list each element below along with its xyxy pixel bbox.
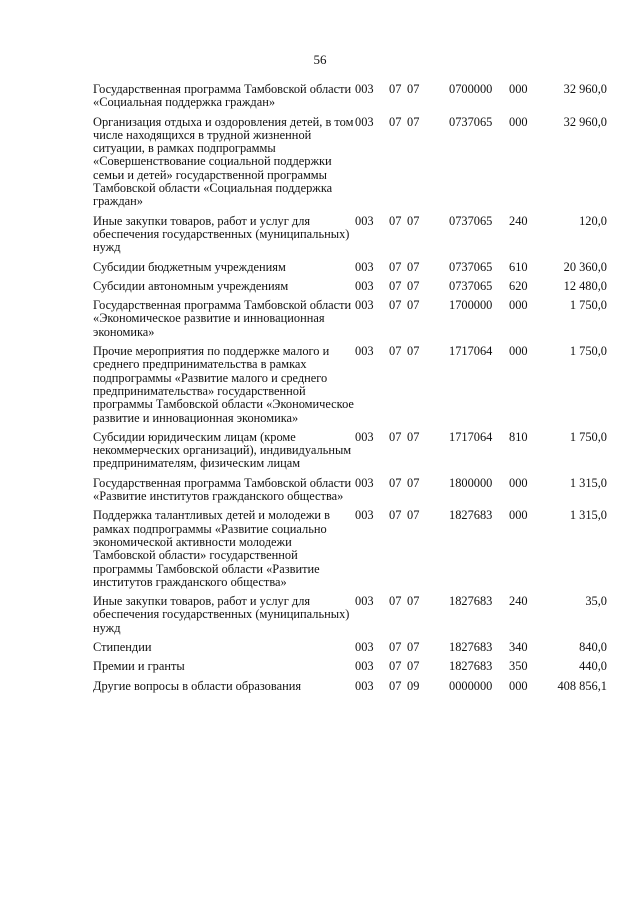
row-expense-type-code: 240 [509, 594, 528, 609]
row-ved-code: 003 [355, 508, 374, 523]
row-expense-type-code: 810 [509, 429, 528, 444]
row-section-code: 07 [389, 659, 402, 674]
row-ved-code: 003 [355, 213, 374, 228]
row-amount: 1 750,0 [569, 298, 607, 313]
row-description: Иные закупки товаров, работ и услуг для обеспечения государственных (муниципальных) нужд [93, 213, 350, 255]
row-description: Субсидии автономным учреждениям [93, 278, 289, 293]
row-expense-type-code: 000 [509, 82, 528, 96]
row-amount: 440,0 [579, 659, 607, 674]
row-ved-code: 003 [355, 678, 374, 693]
row-target-article-code: 0737065 [449, 259, 493, 274]
row-subsection-code: 07 [407, 213, 420, 228]
row-section-code: 07 [389, 429, 402, 444]
row-description: Прочие мероприятия по поддержке малого и среднего предпринимательства в рамках подпрограммы «Развитие малого и среднего предпринимательства» государственной программы Тамбовской области «Экономическое развитие и инновационная экономика» [93, 344, 354, 425]
table-row [93, 215, 607, 261]
budget-table [93, 83, 607, 699]
row-section-code: 07 [389, 475, 402, 490]
row-description: Государственная программа Тамбовской области «Экономическое развитие и инновационная экономика» [93, 298, 352, 339]
table-row [93, 431, 607, 477]
row-amount: 120,0 [579, 213, 607, 228]
row-description: Поддержка талантливых детей и молодежи в рамках подпрограммы «Развитие социально экономической активности молодежи Тамбовской области» государственной программы Тамбовской области «Развитие институтов гражданского общества» [93, 508, 330, 589]
row-expense-type-code: 000 [509, 344, 528, 359]
table-row [93, 509, 607, 595]
row-ved-code: 003 [355, 475, 374, 490]
row-section-code: 07 [389, 594, 402, 609]
table-row [93, 299, 607, 345]
table-row [93, 641, 607, 660]
row-description: Иные закупки товаров, работ и услуг для обеспечения государственных (муниципальных) нужд [93, 594, 350, 635]
row-subsection-code: 07 [407, 259, 420, 274]
row-description: Стипендии [93, 639, 152, 654]
row-ved-code: 003 [355, 259, 374, 274]
row-target-article-code: 0700000 [449, 82, 493, 96]
row-subsection-code: 07 [407, 298, 420, 313]
row-ved-code: 003 [355, 344, 374, 359]
row-expense-type-code: 610 [509, 259, 528, 274]
row-section-code: 07 [389, 639, 402, 654]
row-description: Субсидии бюджетным учреждениям [93, 259, 286, 274]
row-ved-code: 003 [355, 82, 374, 96]
row-subsection-code: 07 [407, 639, 420, 654]
row-section-code: 07 [389, 82, 402, 96]
row-subsection-code: 07 [407, 429, 420, 444]
row-subsection-code: 07 [407, 82, 420, 96]
row-section-code: 07 [389, 344, 402, 359]
table-row [93, 261, 607, 280]
row-description: Другие вопросы в области образования [93, 678, 302, 693]
row-target-article-code: 1827683 [449, 639, 493, 654]
row-expense-type-code: 340 [509, 639, 528, 654]
row-subsection-code: 07 [407, 659, 420, 674]
page-number: 56 [313, 52, 327, 67]
row-section-code: 07 [389, 278, 402, 293]
row-subsection-code: 07 [407, 344, 420, 359]
table-row [93, 477, 607, 510]
row-expense-type-code: 000 [509, 114, 528, 129]
row-description: Субсидии юридическим лицам (кроме некоммерческих организаций), индивидуальным предпринимателям, физическим лицам [93, 429, 352, 471]
row-amount: 32 960,0 [563, 114, 607, 129]
row-amount: 20 360,0 [563, 259, 607, 274]
row-subsection-code: 09 [407, 678, 420, 693]
row-target-article-code: 0737065 [449, 278, 493, 293]
row-amount: 1 750,0 [569, 429, 607, 444]
row-ved-code: 003 [355, 594, 374, 609]
row-description: Государственная программа Тамбовской области «Социальная поддержка граждан» [93, 82, 352, 110]
row-section-code: 07 [389, 678, 402, 693]
table-row [93, 345, 607, 431]
row-section-code: 07 [389, 508, 402, 523]
budget-table-body [93, 83, 607, 699]
table-row [93, 116, 607, 215]
row-expense-type-code: 000 [509, 298, 528, 313]
row-description: Организация отдыха и оздоровления детей, в том числе находящихся в трудной жизненной ситуации, в рамках подпрограммы «Совершенствование социальной поддержки семьи и детей» государственной программы Тамбовской области «Социальная поддержка граждан» [93, 114, 354, 209]
row-target-article-code: 0737065 [449, 114, 493, 129]
table-row [93, 595, 607, 641]
row-target-article-code: 1827683 [449, 659, 493, 674]
row-expense-type-code: 620 [509, 278, 528, 293]
row-amount: 1 315,0 [569, 475, 607, 490]
row-target-article-code: 0737065 [449, 213, 493, 228]
row-target-article-code: 1717064 [449, 344, 493, 359]
table-row [93, 680, 607, 699]
row-subsection-code: 07 [407, 278, 420, 293]
row-section-code: 07 [389, 259, 402, 274]
row-amount: 408 856,1 [557, 678, 607, 693]
row-subsection-code: 07 [407, 114, 420, 129]
row-amount: 12 480,0 [563, 278, 607, 293]
row-description: Государственная программа Тамбовской области «Развитие институтов гражданского общества» [93, 475, 352, 504]
row-ved-code: 003 [355, 278, 374, 293]
row-amount: 1 750,0 [569, 344, 607, 359]
row-ved-code: 003 [355, 298, 374, 313]
row-ved-code: 003 [355, 659, 374, 674]
row-subsection-code: 07 [407, 508, 420, 523]
row-section-code: 07 [389, 298, 402, 313]
table-row [93, 280, 607, 299]
row-target-article-code: 1827683 [449, 594, 493, 609]
row-target-article-code: 1700000 [449, 298, 493, 313]
row-expense-type-code: 350 [509, 659, 528, 674]
row-target-article-code: 1717064 [449, 429, 493, 444]
row-expense-type-code: 000 [509, 475, 528, 490]
row-expense-type-code: 000 [509, 678, 528, 693]
row-section-code: 07 [389, 213, 402, 228]
row-subsection-code: 07 [407, 594, 420, 609]
row-section-code: 07 [389, 114, 402, 129]
row-ved-code: 003 [355, 429, 374, 444]
row-description: Премии и гранты [93, 659, 185, 674]
row-amount: 35,0 [585, 594, 607, 609]
row-amount: 840,0 [579, 639, 607, 654]
row-subsection-code: 07 [407, 475, 420, 490]
row-ved-code: 003 [355, 114, 374, 129]
row-target-article-code: 0000000 [449, 678, 493, 693]
table-row [93, 660, 607, 679]
row-target-article-code: 1800000 [449, 475, 493, 490]
row-target-article-code: 1827683 [449, 508, 493, 523]
table-row [93, 83, 607, 116]
row-expense-type-code: 000 [509, 508, 528, 523]
row-amount: 32 960,0 [563, 82, 607, 96]
row-ved-code: 003 [355, 639, 374, 654]
row-amount: 1 315,0 [569, 508, 607, 523]
row-expense-type-code: 240 [509, 213, 528, 228]
